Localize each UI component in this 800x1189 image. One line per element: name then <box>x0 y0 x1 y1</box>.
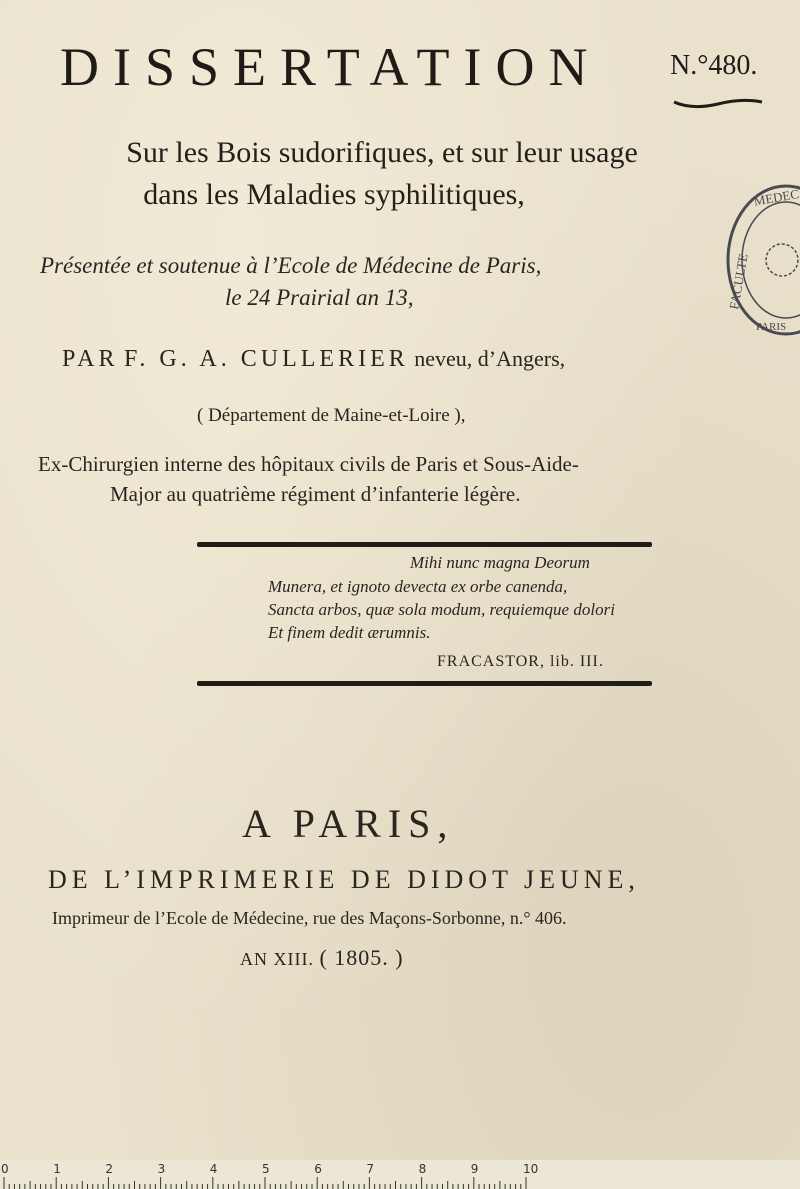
epigraph-line-4: Et finem dedit ærumnis. <box>268 623 431 642</box>
document-title: DISSERTATION <box>60 37 602 97</box>
number-underline-flourish <box>672 96 764 110</box>
department-line: ( Département de Maine-et-Loire ), <box>197 405 466 426</box>
ruler-label: 5 <box>262 1162 270 1176</box>
imprint-year-value: ( 1805. ) <box>319 945 404 970</box>
ruler-label: 9 <box>470 1162 479 1176</box>
presentation-line-1: Présentée et soutenue à l’Ecole de Médecine de Paris, <box>40 253 542 278</box>
imprint-printer: DE L’IMPRIMERIE DE DIDOT JEUNE, <box>48 865 640 894</box>
epigraph-line-1: Mihi nunc magna Deorum <box>410 553 590 572</box>
imprint-place: A PARIS, <box>242 801 455 846</box>
epigraph-source: FRACASTOR, lib. III. <box>437 653 604 670</box>
credentials-line-2: Major au quatrième régiment d’infanterie légère. <box>110 482 521 506</box>
ruler-label: 0 <box>1 1162 9 1176</box>
ruler-label: 2 <box>105 1162 114 1176</box>
author-suffix: neveu, d’Angers, <box>414 346 566 371</box>
credentials-line-1: Ex-Chirurgien interne des hôpitaux civils de Paris et Sous-Aide- <box>38 452 579 476</box>
ruler-label: 8 <box>418 1162 427 1176</box>
author-line <box>62 346 565 373</box>
ruler-label: 10 <box>523 1162 539 1176</box>
ruler-label: 4 <box>209 1162 218 1176</box>
subtitle-line-2: dans les Maladies syphilitiques, <box>143 178 525 211</box>
imprint-address: Imprimeur de l’Ecole de Médecine, rue des Maçons-Sorbonne, n.° 406. <box>52 908 567 928</box>
subtitle-line-1: Sur les Bois sudorifiques, et sur leur usage <box>126 136 638 169</box>
author-name: F. G. A. CULLERIER <box>123 346 409 372</box>
epigraph-line-2: Munera, et ignoto devecta ex orbe canenda, <box>268 577 568 596</box>
catalog-number: N.°480. <box>670 50 758 81</box>
stamp-text-side: FACULTE <box>726 252 751 311</box>
epigraph-bottom-rule <box>197 681 652 686</box>
ruler-label: 3 <box>157 1162 166 1176</box>
presentation-date: le 24 Prairial an 13, <box>225 285 414 310</box>
ruler-label: 6 <box>314 1162 322 1176</box>
ruler-label: 7 <box>366 1162 375 1176</box>
stamp-text-bottom: PARIS <box>756 321 787 333</box>
ruler-label: 1 <box>53 1162 61 1176</box>
imprint-year <box>240 945 404 971</box>
author-prefix: PAR <box>62 346 119 372</box>
epigraph-line-3: Sancta arbos, quæ sola modum, requiemque dolori <box>268 600 615 619</box>
epigraph-top-rule <box>197 542 652 547</box>
stamp-text-top: MEDEC <box>752 186 800 209</box>
measurement-ruler <box>0 1160 800 1189</box>
library-stamp-icon <box>716 180 800 340</box>
imprint-year-label: AN XIII. <box>240 949 314 969</box>
